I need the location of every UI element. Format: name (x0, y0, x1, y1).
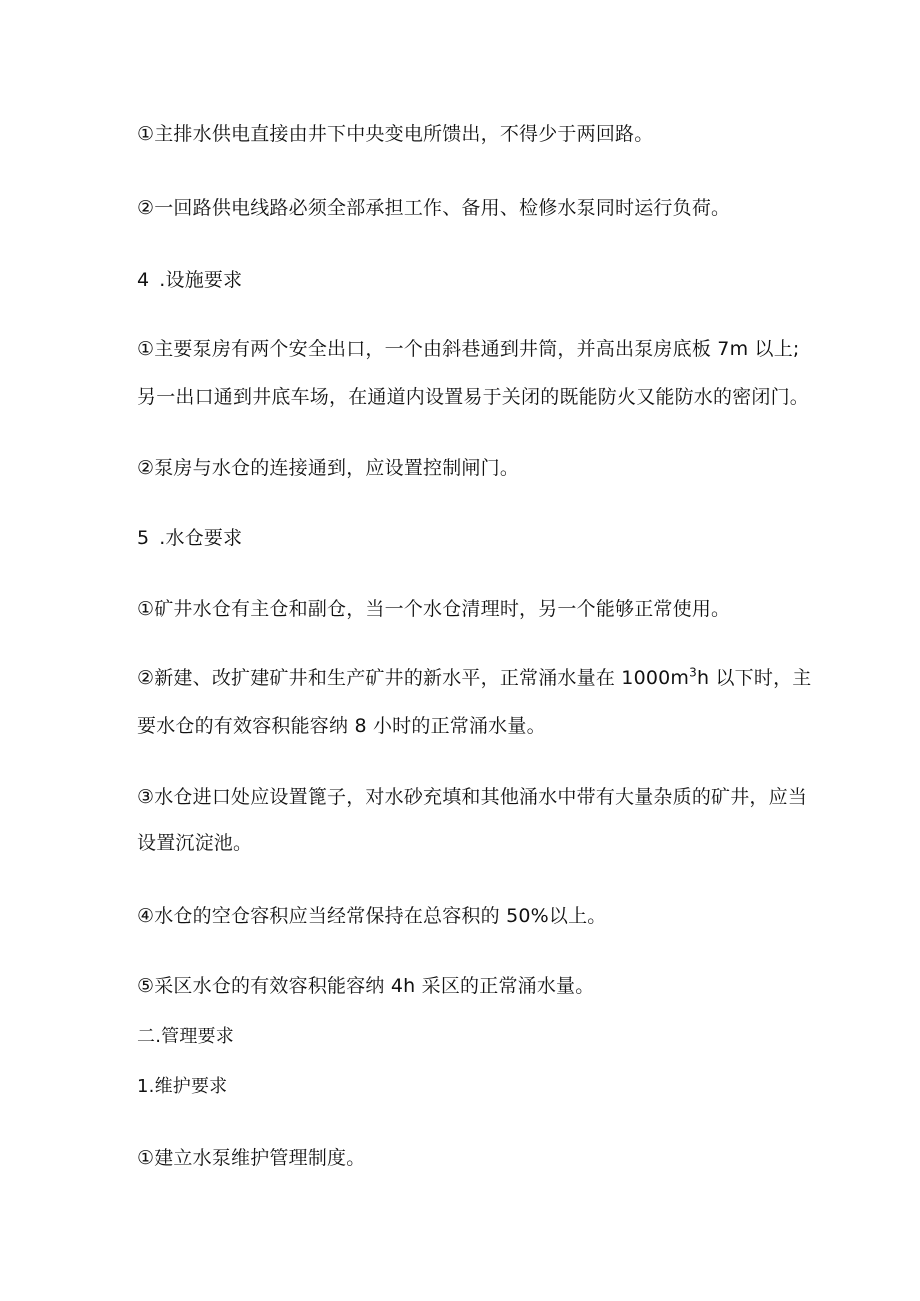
paragraph-exits-1: ①主要泵房有两个安全出口，一个由斜巷通到井筒，并高出泵房底板 7m 以上; (137, 338, 800, 360)
paragraph-maintenance-system: ①建立水泵维护管理制度。 (137, 1147, 366, 1169)
paragraph-grate-2: 设置沉淀池。 (137, 832, 253, 854)
section-title: .设施要求 (159, 269, 243, 291)
paragraph-district-sump: ⑤采区水仓的有效容积能容纳 4h 采区的正常涌水量。 (137, 975, 595, 997)
paragraph-empty-capacity: ④水仓的空仓容积应当经常保持在总容积的 50%以上。 (137, 905, 607, 927)
heading-maintenance: 1.维护要求 (137, 1076, 228, 1097)
heading-management: 二.管理要求 (137, 1026, 234, 1047)
section-number: 5 (137, 527, 150, 549)
inflow-text-end: h 以下时，主 (696, 667, 812, 689)
section-heading-water-sump (137, 526, 242, 550)
section-number: 4 (137, 269, 150, 291)
superscript-exponent: 3 (689, 665, 697, 680)
paragraph-power-supply-2: ②一回路供电线路必须全部承担工作、备用、检修水泵同时运行负荷。 (137, 197, 731, 219)
paragraph-main-sump: ①矿井水仓有主仓和副仓，当一个水仓清理时，另一个能够正常使用。 (137, 598, 731, 620)
paragraph-new-level-2: 要水仓的有效容积能容纳 8 小时的正常涌水量。 (137, 715, 546, 737)
paragraph-power-supply-1: ①主排水供电直接由井下中央变电所馈出，不得少于两回路。 (137, 123, 654, 145)
paragraph-grate-1: ③水仓进口处应设置篦子，对水砂充填和其他涌水中带有大量杂质的矿井，应当 (137, 786, 808, 808)
inflow-text-start: ②新建、改扩建矿井和生产矿井的新水平，正常涌水量在 1000m (137, 667, 690, 689)
section-heading-facilities (137, 268, 242, 292)
paragraph-exits-2: 另一出口通到井底车场，在通道内设置易于关闭的既能防火又能防水的密闭门。 (137, 386, 810, 408)
section-title: .水仓要求 (159, 527, 243, 549)
paragraph-gate: ②泵房与水仓的连接通到，应设置控制闸门。 (137, 457, 520, 479)
paragraph-new-level-1 (137, 666, 811, 690)
